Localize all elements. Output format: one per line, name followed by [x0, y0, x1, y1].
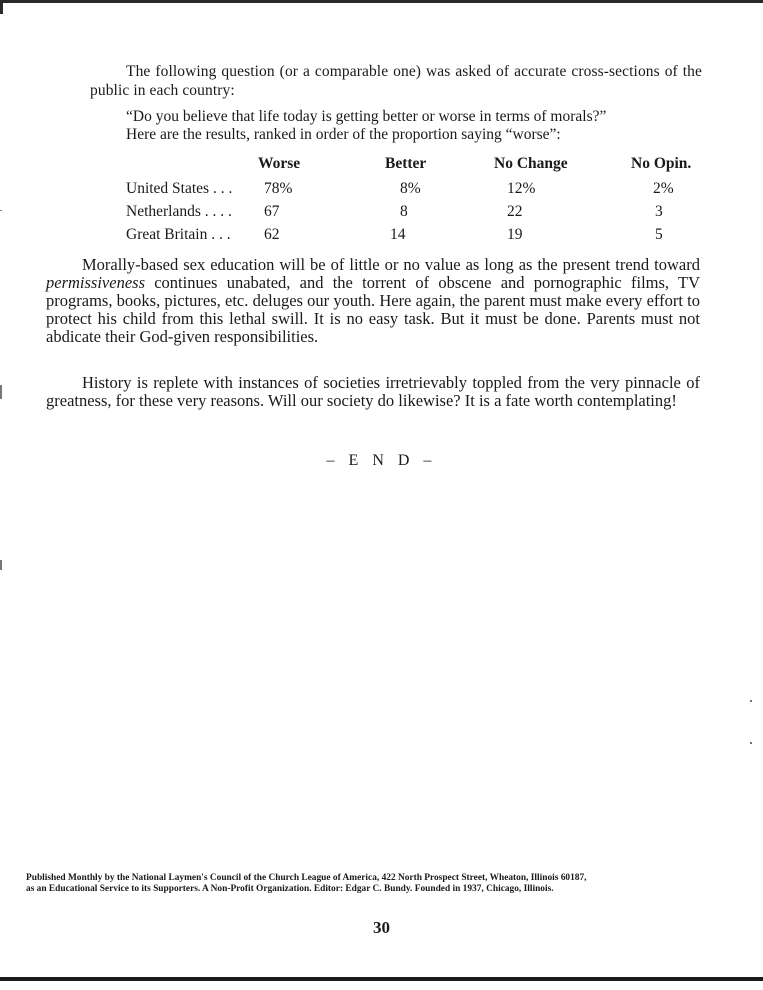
page-number: 30: [373, 918, 390, 937]
publisher-footer: [26, 873, 726, 895]
row-no-change: 22: [507, 203, 523, 220]
intro-text: The following question (or a comparable one) was asked of accurate cross-sections of the public in each country:: [90, 63, 702, 99]
row-better: 14: [390, 226, 406, 243]
sex-education-paragraph: [46, 256, 700, 346]
table-header-row: [126, 155, 716, 177]
footer-line-1: Published Monthly by the National Laymen's Council of the Church League of America, 422 North Prospect Street, Wheaton, Illinois 60187,: [26, 873, 587, 883]
paragraph1-before: Morally-based sex education will be of little or no value as long as the present trend toward: [82, 255, 700, 274]
row-no-opinion: 3: [655, 203, 663, 220]
row-no-opinion: 5: [655, 226, 663, 243]
scan-speck: [0, 210, 2, 211]
paragraph2-text: History is replete with instances of societies irretrievably toppled from the very pinnacle of greatness, for these very reasons. Will our society do likewise? It is a fate worth contemplating!: [46, 373, 700, 410]
footer-line-2: as an Educational Service to its Supporters. A Non-Profit Organization. Editor: Edgar C. Bundy. Founded in 1937, Chicago, Illinois.: [26, 884, 554, 894]
bottom-rule: [0, 975, 763, 981]
header-worse: Worse: [258, 155, 301, 172]
intro-paragraph: [90, 62, 702, 100]
top-rule: [0, 0, 763, 5]
row-worse: 62: [264, 226, 280, 243]
scan-speck: [0, 385, 2, 399]
row-worse: 78%: [264, 180, 293, 197]
end-mark: – E N D –: [326, 452, 437, 469]
row-no-change: 19: [507, 226, 523, 243]
paragraph1-after: continues unabated, and the torrent of obscene and pornographic films, TV programs, books, pictures, etc. deluges our youth. Here again, the parent must make every effort to protect his child from this lethal swill. It is no easy task. But it must be done. Parents must not abdicate their God-given responsibilities.: [46, 273, 700, 346]
table-row: [126, 226, 716, 248]
row-no-opinion: 2%: [653, 180, 674, 197]
row-no-change: 12%: [507, 180, 536, 197]
question-line-2: Here are the results, ranked in order of the proportion saying “worse”:: [126, 126, 561, 143]
table-row: [126, 180, 716, 202]
row-better: 8: [400, 203, 408, 220]
paragraph1-emphasis: permissiveness: [46, 273, 145, 292]
survey-question: [126, 108, 704, 144]
scan-speck: [750, 700, 752, 702]
row-worse: 67: [264, 203, 280, 220]
scan-speck: [750, 742, 752, 744]
row-better: 8%: [400, 180, 421, 197]
table-row: [126, 203, 716, 225]
row-country: Netherlands . . . .: [126, 203, 232, 220]
row-country: United States . . .: [126, 180, 233, 197]
row-country: Great Britain . . .: [126, 226, 231, 243]
scan-speck: [0, 560, 2, 570]
top-left-corner: [0, 0, 3, 14]
question-line-1: “Do you believe that life today is getting better or worse in terms of morals?”: [126, 108, 607, 125]
header-better: Better: [385, 155, 427, 172]
history-paragraph: [46, 374, 700, 410]
header-no-change: No Change: [494, 155, 568, 172]
header-no-opinion: No Opin.: [631, 155, 692, 172]
